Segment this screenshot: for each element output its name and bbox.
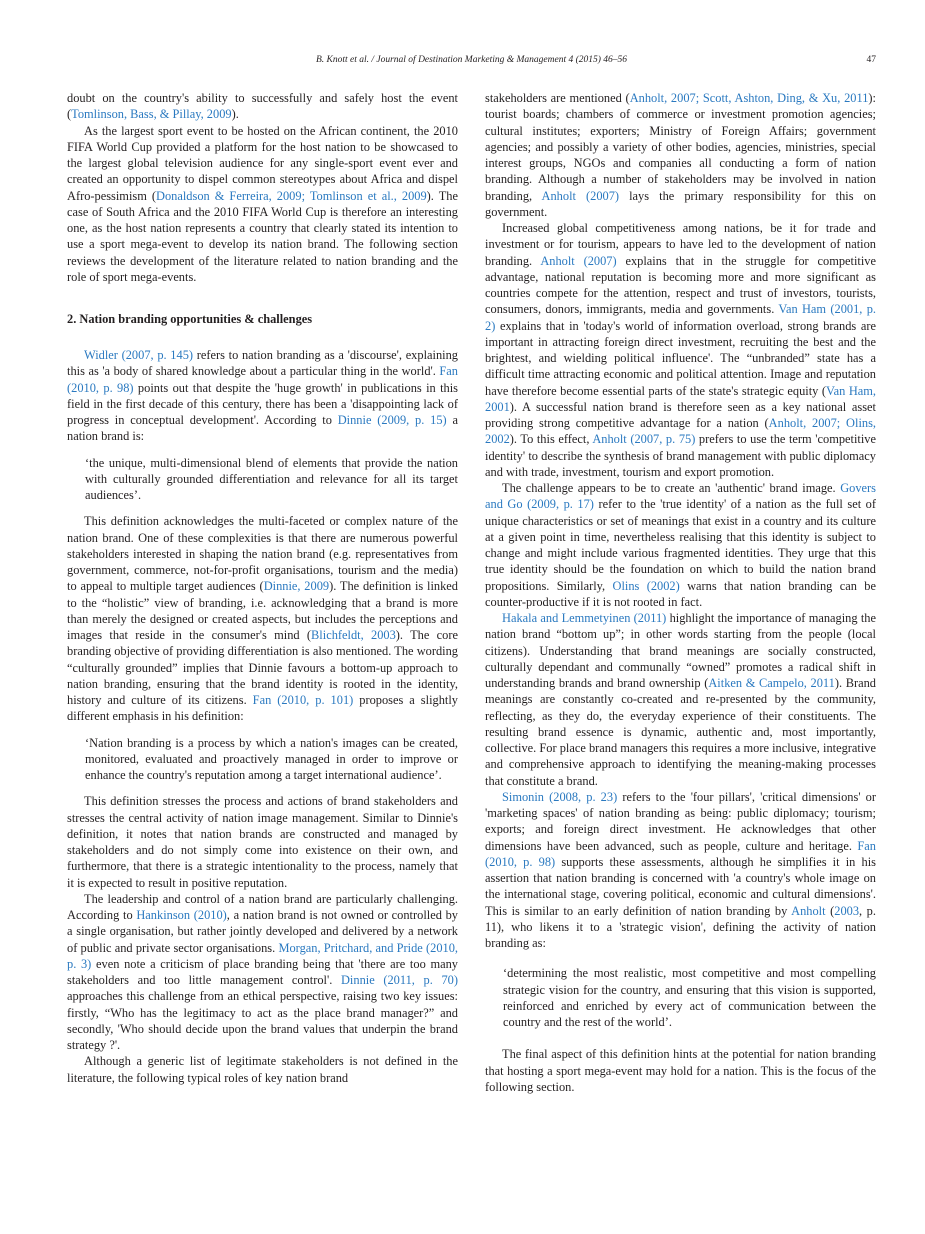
text-run: The final aspect of this definition hints at the potential for nation branding that hosting a sport mega-event may hold for a nation. This is the focus of the following section.	[485, 1047, 876, 1094]
paragraph	[485, 1046, 876, 1095]
citation-link[interactable]: Dinnie (2009, p. 15)	[337, 413, 447, 427]
text-run: , p. 11), who likens it to a 'strategic vision', defining the activity of nation branding as:	[485, 903, 876, 950]
text-run: warns that nation branding can be counter-productive if it is not rooted in fact.	[485, 578, 876, 609]
text-run: ).	[231, 107, 239, 122]
text-run: even note a criticism of place branding being that 'there are too many stakeholders and too little management control'.	[67, 956, 458, 987]
citation-link[interactable]: Anholt (2007, p. 75)	[592, 432, 696, 447]
paragraph	[67, 513, 458, 724]
citation-link[interactable]: Anholt (2007)	[540, 253, 617, 268]
text-run: ). The core branding objective of providing differentiation is also mentioned. The wording “culturally grounded” implies that Dinnie favours a bottom-up approach to nation branding, ensuring that the brand identity is rooted in the identity, history and culture of its citizens.	[67, 628, 459, 707]
text-run: refer to the 'true identity' of a nation as the full set of unique characteristics or set of meanings that exist in a country and its culture at a given point in time, nevertheless realising that this identity is subject to change and might include various fragmented identities. They urge that this true identity should be the foundation on which to build the nation brand propositions. Similarly,	[485, 497, 876, 593]
block-quote: ‘determining the most realistic, most competitive and most compelling strategic vision for the country, and ensuring that this vision is supported, reinforced and enriched by every act of communication between the country and the rest of the world’.	[503, 966, 876, 1029]
paragraph	[485, 220, 876, 480]
citation-link[interactable]: Tomlinson, Bass, & Pillay, 2009	[71, 107, 232, 122]
text-run: This definition stresses the process and actions of brand stakeholders and stresses the central activity of nation image management. Similar to Dinnie's definition, it notes that nation brands are constructed and managed by stakeholders and do not simply come into existence on their own, and furthermore, that there is a strategic intentionality to the process, namely that it is expected to result in positive reputation.	[67, 794, 458, 890]
citation-link[interactable]: Fan (2010, p. 98)	[485, 838, 876, 869]
left-column	[67, 90, 458, 1086]
paragraph	[67, 90, 458, 123]
running-header	[67, 55, 876, 71]
citation-link[interactable]: Anholt (2007)	[541, 188, 620, 203]
citation-link[interactable]: Donaldson & Ferreira, 2009; Tomlinson et al., 2009	[156, 188, 427, 203]
text-run: , a nation brand is not owned or controlled by a single organisation, but rather jointly developed and delivered by a network of public and private sector organisations.	[67, 908, 458, 955]
text-run: Increased global competitiveness among nations, be it for trade and investment or for tourism, appears to have led to the development of nation branding.	[485, 221, 876, 268]
text-run: doubt on the country's ability to successfully and safely host the event (	[67, 91, 458, 122]
text-run: points out that despite the 'huge growth' in publications in this field in the first decade of this century, there has been a 'disappointing lack of progress in conceptual development'. According to	[67, 380, 458, 427]
paragraph	[485, 610, 876, 789]
paragraph	[485, 789, 876, 952]
text-run: ). The case of South Africa and the 2010 FIFA World Cup is therefore an interesting one, as the host nation represents a country that clearly stated its intention to use a sport mega-event to develop its nation brand. The following section reviews the development of the literature related to nation branding and the role of sport mega-events.	[67, 188, 458, 284]
citation-link[interactable]: Van Ham, 2001	[485, 383, 877, 414]
text-run: stakeholders are mentioned (	[485, 91, 630, 105]
text-run: refers to the 'four pillars', 'critical dimensions' or 'marketing spaces' of nation branding as being: public diplomacy; tourism; exports; and foreign direct investment. He acknowledges that other dimensions have been advanced, such as people, culture and heritage.	[485, 789, 877, 853]
text-run: As the largest sport event to be hosted on the African continent, the 2010 FIFA World Cup provided a platform for the host nation to be showcased to the largest global television audience for any single-sport event ever and created an opportunity to dispel common stereotypes about Africa and dispel Afro-pessimism (	[67, 123, 458, 203]
citation-link[interactable]: Anholt, 2007; Scott, Ashton, Ding, & Xu, 2011	[629, 91, 869, 105]
citation-link[interactable]: Olins (2002)	[612, 578, 680, 593]
paragraph	[67, 123, 458, 286]
text-run: ). A successful nation brand is therefore seen as a key national asset providing strong competitive advantage for a nation (	[485, 399, 876, 430]
paragraph	[67, 1053, 458, 1086]
section-heading: 2. Nation branding opportunities & challenges	[67, 312, 313, 326]
text-run: ). The definition is linked to the “holistic” view of branding, i.e. acknowledging that a brand is more than merely the designed or created aspects, but includes the perceptions and images that reside in the consumer's mind (	[67, 579, 458, 642]
paragraph	[67, 347, 458, 445]
text-run: explains that in 'today's world of information overload, strong brands are important in attracting foreign direct investment, recruiting the best and the brightest, and wielding political influence'. The “unbranded” state has a difficult time attracting economic and political attention. Image and reputation have therefore become essential parts of the state's strategic equity (	[485, 318, 876, 398]
text-run: ). Brand meanings are constantly co-created and re-presented by the community, reflecting, as they do, the everyday experience of their constituents. The resulting brand essence is dynamic, authentic and, most importantly, collective. For place brand managers this requires a more inclusive, integrative and comprehensive approach to identifying the meaning-making processes that constitute a brand.	[485, 676, 877, 788]
citation-link[interactable]: Fan (2010, p. 98)	[67, 364, 458, 395]
citation-link[interactable]: Anholt	[791, 903, 826, 918]
citation-link[interactable]: Anholt, 2007; Olins, 2002	[485, 416, 877, 447]
block-quote: ‘the unique, multi-dimensional blend of elements that provide the nation with culturally grounded differentiation and relevance for all its target audiences’.	[85, 455, 458, 502]
citation-link[interactable]: Van Ham (2001, p. 2)	[485, 302, 876, 333]
text-run: explains that in the struggle for competitive advantage, national reputation is becoming more and more significant as countries compete for the attention, respect and trust of investors, tourists, consumers, donors, immigrants, media and governments.	[485, 253, 876, 317]
text-run: approaches this challenge from an ethical perspective, raising two key issues: firstly, “Who has the legitimacy to act as the place brand manager?” and secondly, 'Who should decide upon the brand values that underpin the brand strategy ?'.	[67, 989, 458, 1052]
citation-link[interactable]: Aitken & Campelo, 2011	[708, 676, 835, 690]
citation-link[interactable]: Hankinson (2010)	[136, 908, 227, 922]
text-run: supports these assessments, although he simplifies it in his assertion that nation branding is concerned with 'a country's whole image on the international stage, covering political, economic and cultural dimensions'. This is similar to an early definition of nation branding by	[485, 854, 876, 918]
text-run: (	[825, 903, 835, 918]
paragraph	[485, 480, 876, 610]
citation-link[interactable]: Govers and Go (2009, p. 17)	[485, 481, 876, 512]
paragraph	[485, 90, 876, 220]
text-run: Although a generic list of legitimate stakeholders is not defined in the literature, the following typical roles of key nation brand	[67, 1054, 458, 1085]
text-run: ). To this effect,	[509, 432, 593, 447]
paragraph	[67, 793, 458, 891]
text-run: ): tourist boards; chambers of commerce or investment promotion agencies; cultural institutes; exporters; Ministry of Foreign Affairs; government agencies; and possibly a variety of other bodies, agencies, ministries, special interest groups, NGOs and companies all conducting a form of nation branding. Although a number of stakeholders may be involved in nation branding,	[485, 91, 876, 203]
block-quote: ‘Nation branding is a process by which a nation's images can be created, monitored, evaluated and proactively managed in order to improve or enhance the country's reputation among a target international audience’.	[85, 735, 458, 782]
citation-link[interactable]: Dinnie (2011, p. 70)	[340, 973, 459, 987]
citation-link[interactable]: Fan (2010, p. 101)	[252, 693, 354, 707]
text-run: highlight the importance of managing the nation brand “bottom up”; in other words starting from the people (local citizens). Understanding that brand meanings are socially constructed, culturally dependant and communally “owned” promotes a radical shift in understanding brands and brand ownership (	[485, 611, 876, 690]
citation-link[interactable]: Simonin (2008, p. 23)	[502, 789, 618, 804]
citation-link[interactable]: Blichfeldt, 2003	[311, 628, 396, 642]
running-title: B. Knott et al. / Journal of Destination Marketing & Management 4 (2015) 46–56	[315, 55, 628, 65]
citation-link[interactable]: 2003	[834, 903, 860, 918]
paragraph	[67, 891, 458, 1054]
right-column	[485, 90, 876, 1095]
citation-link[interactable]: Morgan, Pritchard, and Pride (2010, p. 3)	[67, 940, 459, 971]
page-number: 47	[866, 55, 876, 65]
citation-link[interactable]: Dinnie, 2009	[263, 579, 330, 594]
text-run: The leadership and control of a nation brand are particularly challenging. According to	[67, 891, 458, 922]
text-run: This definition acknowledges the multi-faceted or complex nature of the nation brand. One of these complexities is that there are numerous powerful stakeholders interested in shaping the nation brand (e.g. representatives from government, commerce, not-for-profit organisations, tourism and the media) to appeal to multiple target audiences (	[67, 514, 458, 594]
citation-link[interactable]: Widler (2007, p. 145)	[84, 348, 194, 362]
text-run: a nation brand is:	[67, 413, 458, 444]
text-run: The challenge appears to be to create an 'authentic' brand image.	[502, 481, 841, 495]
text-run: prefers to use the term 'competitive identity' to describe the synthesis of brand management with public diplomacy and with trade, investment, tourism and export promotion.	[485, 432, 876, 479]
citation-link[interactable]: Hakala and Lemmetyinen (2011)	[502, 611, 667, 625]
text-run: lays the primary responsibility for this on government.	[485, 188, 876, 219]
text-run: proposes a slightly different emphasis in his definition:	[67, 693, 458, 724]
text-run: refers to nation branding as a 'discourse', explaining this as 'a body of shared knowledge about a particular thing in the world'.	[67, 348, 458, 379]
